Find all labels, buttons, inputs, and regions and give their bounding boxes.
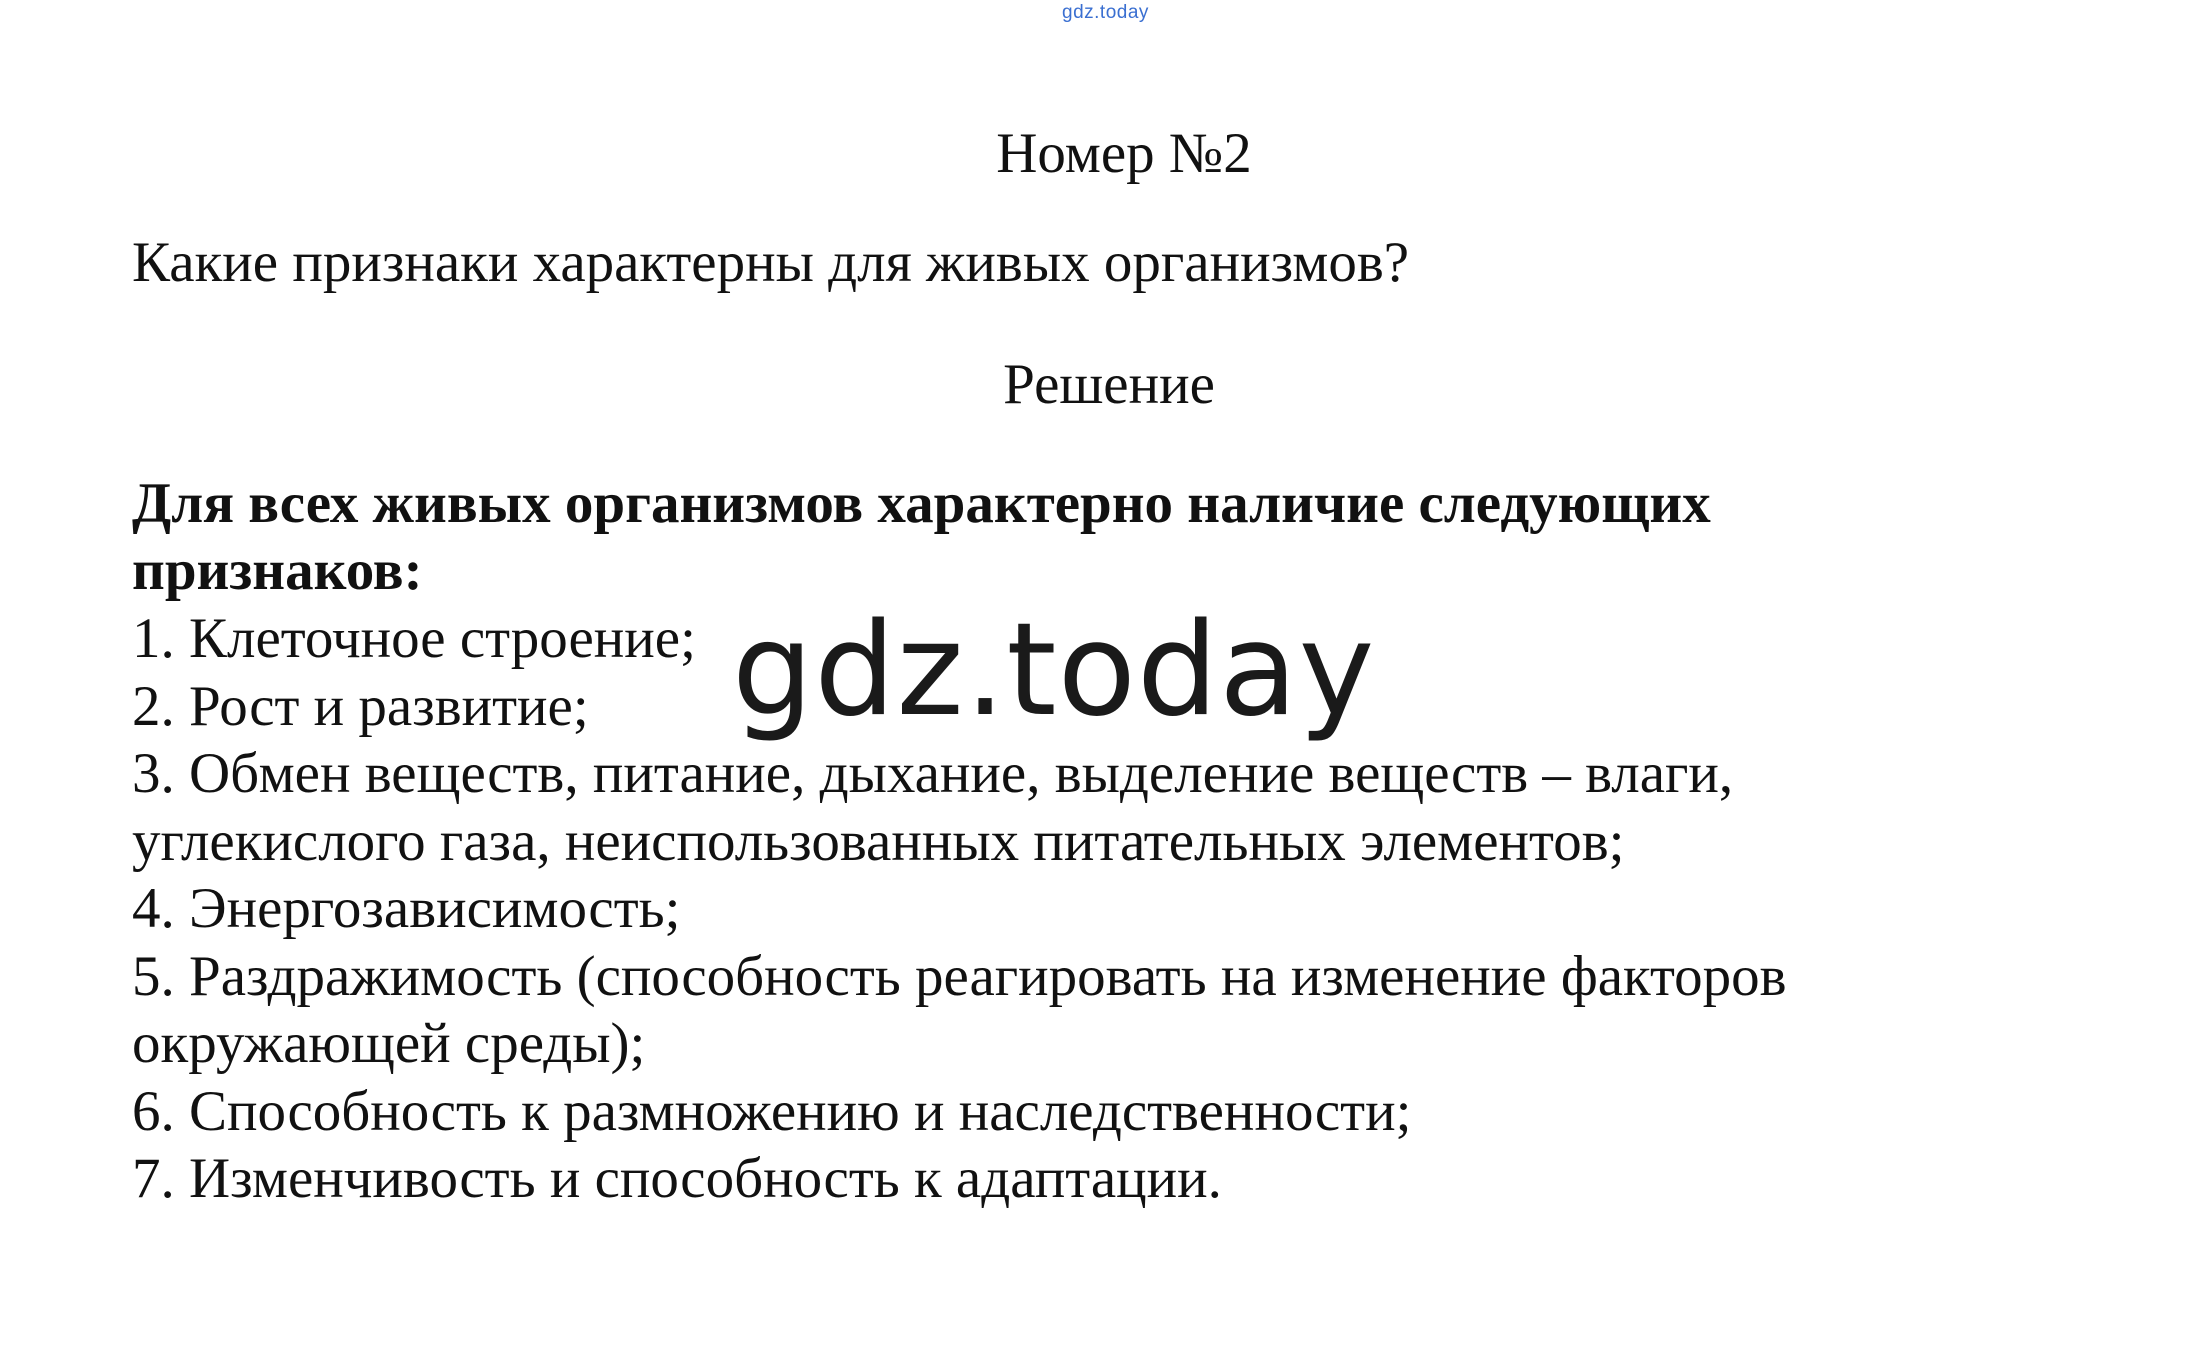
question-text: Какие признаки характерны для живых организмов? <box>132 231 1410 294</box>
list-item: 7. Изменчивость и способность к адаптации. <box>132 1147 1222 1210</box>
list-item: 1. Клеточное строение; <box>132 607 696 670</box>
list-item: 3. Обмен веществ, питание, дыхание, выделение веществ – влаги, углекислого газа, неиспользованных питательных элементов; <box>132 742 1734 873</box>
page-title: Номер №2 <box>996 122 1252 185</box>
answer-intro: Для всех живых организмов характерно наличие следующих признаков: <box>132 472 1711 602</box>
list-item: 6. Способность к размножению и наследственности; <box>132 1079 1412 1143</box>
list-item: 5. Раздражимость (способность реагировать на изменение факторов окружающей среды); <box>132 944 1787 1075</box>
list-item: 4. Энергозависимость; <box>132 877 681 940</box>
list-item: 2. Рост и развитие; <box>132 674 589 738</box>
center-watermark: gdz.today <box>732 596 1376 745</box>
top-watermark: gdz.today <box>1062 2 1149 23</box>
solution-heading: Решение <box>1003 353 1215 416</box>
